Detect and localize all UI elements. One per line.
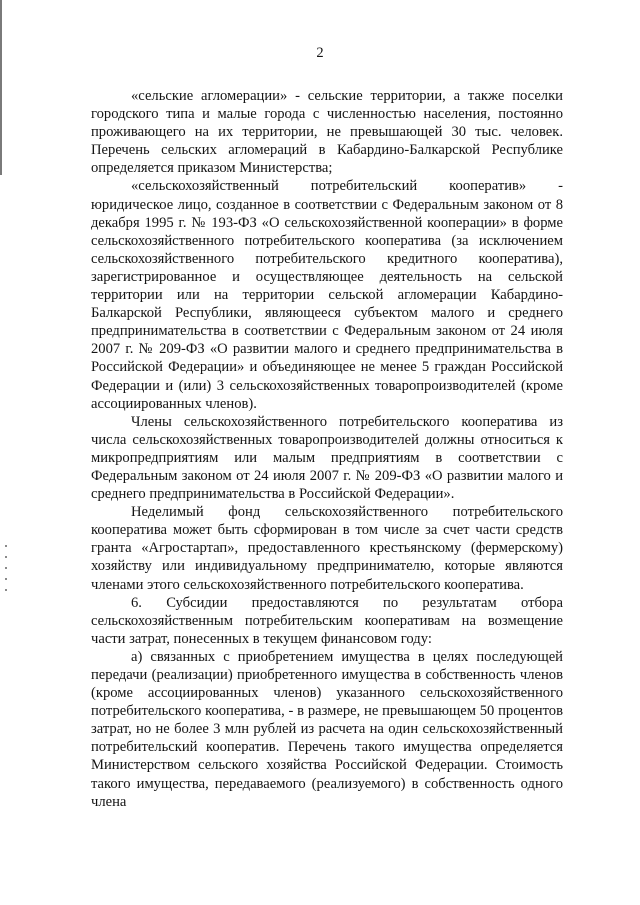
paragraph-clause-6a: а) связанных с приобретением имущества в целях последующей передачи (реализации) приобретенного имущества в собственность членов (кроме ассоциированных членов) указанного сельскохозяйственного потребительского кооператива, - в размере, не превышающем 50 процентов затрат, но не более 3 млн рублей из расчета на один сельскохозяйственный потребительский кооператив. Перечень такого имущества определяется Министерством сельского хозяйства Российской Федерации. Стоимость такого имущества, передаваемого (реализуемого) в собственность одного члена	[91, 648, 563, 810]
scan-edge-line	[0, 0, 2, 175]
paragraph-clause-6: 6. Субсидии предоставляются по результатам отбора сельскохозяйственным потребительским кооперативам на возмещение части затрат, понесенных в текущем финансовом году:	[91, 594, 563, 647]
page-number: 2	[316, 45, 324, 61]
document-body	[91, 87, 563, 811]
paragraph-agglomerations-definition: «сельские агломерации» - сельские территории, а также поселки городского типа и малые города с численностью населения, постоянно проживающего на их территории, не превышающей 30 тыс. человек. Перечень сельских агломераций в Кабардино-Балкарской Республике определяется приказом Министерства;	[91, 88, 563, 177]
paragraph-cooperative-members: Члены сельскохозяйственного потребительского кооператива из числа сельскохозяйственных товаропроизводителей должны относиться к микропредприятиям или малым предприятиям в соответствии с Федеральным законом от 24 июля 2007 г. № 209-ФЗ «О развитии малого и среднего предпринимательства в Российской Федерации».	[91, 413, 563, 503]
paragraph-indivisible-fund: Неделимый фонд сельскохозяйственного потребительского кооператива может быть сформирован в том числе за счет части средств гранта «Агростартап», предоставленного крестьянскому (фермерскому) хозяйству или индивидуальному предпринимателю, которые являются членами этого сельскохозяйственного потребительского кооператива.	[91, 504, 563, 593]
paragraph-cooperative-definition: «сельскохозяйственный потребительский кооператив» - юридическое лицо, созданное в соответствии с Федеральным законом от 8 декабря 1995 г. № 193-ФЗ «О сельскохозяйственной кооперации» в форме сельскохозяйственного потребительского кооператива (за исключением сельскохозяйственного потребительского кредитного кооператива), зарегистрированное и осуществляющее деятельность на сельской территории или на территории сельской агломерации Кабардино-Балкарской Республики, являющееся субъектом малого и среднего предпринимательства в соответствии с Федеральным законом от 24 июля 2007 г. № 209-ФЗ «О развитии малого и среднего предпринимательства в Российской Федерации» и объединяющее не менее 5 граждан Российской Федерации и (или) 3 сельскохозяйственных товаропроизводителей (кроме ассоциированных членов).	[91, 178, 563, 412]
margin-dots	[5, 545, 7, 600]
